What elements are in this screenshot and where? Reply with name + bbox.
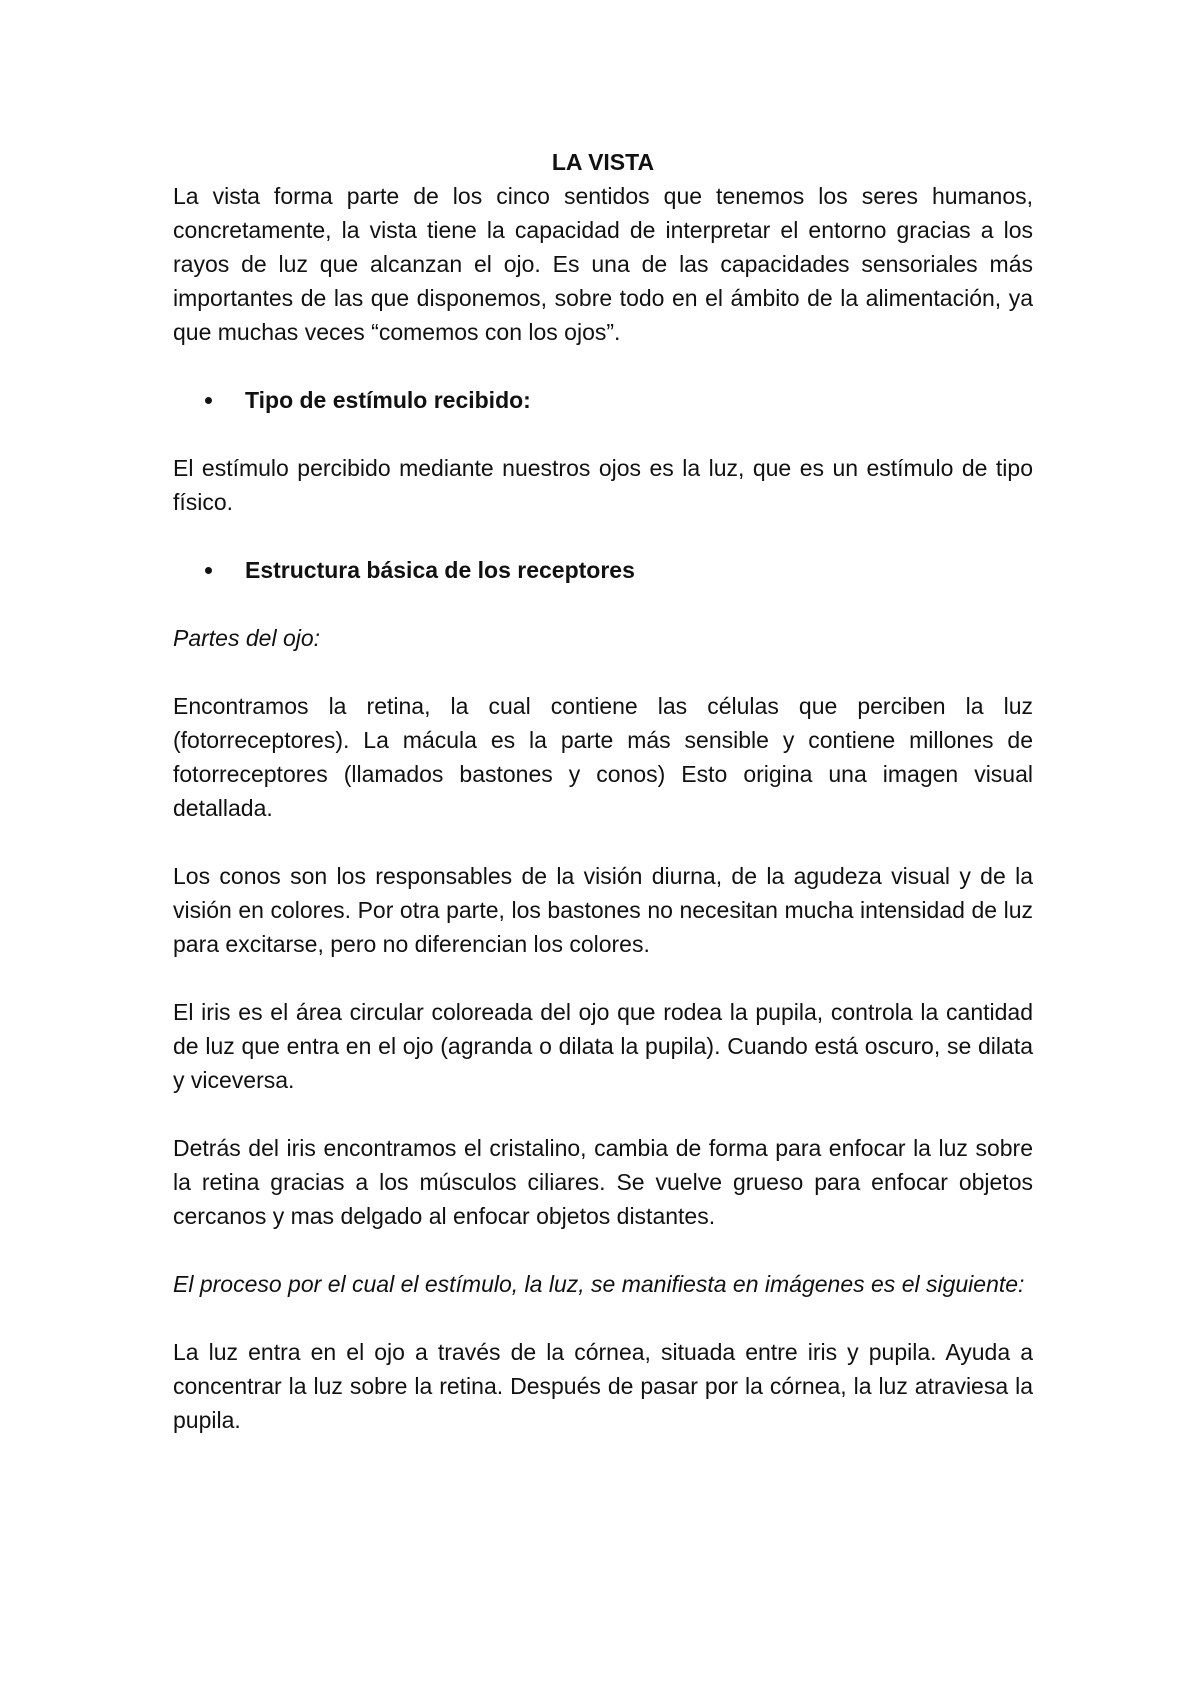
section-2-subheading: Partes del ojo: [173,625,321,651]
section-1-body: El estímulo percibido mediante nuestros ojos es la luz, que es un estímulo de tipo físico. [173,455,1033,515]
process-intro: El proceso por el cual el estímulo, la luz, se manifiesta en imágenes es el siguiente: [173,1271,1025,1297]
body-paragraph: Los conos son los responsables de la visión diurna, de la agudeza visual y de la visión en colores. Por otra parte, los bastones no necesitan mucha intensidad de luz para excitarse, pero no diferencian los colores. [173,863,1033,957]
section-1-heading [173,383,1033,417]
bullet-icon [205,567,212,574]
intro-paragraph: La vista forma parte de los cinco sentidos que tenemos los seres humanos, concretamente, la vista tiene la capacidad de interpretar el entorno gracias a los rayos de luz que alcanzan el ojo. Es una de las capacidades sensoriales más importantes de las que disponemos, sobre todo en el ámbito de la alimentación, ya que muchas veces “comemos con los ojos”. [173,183,1033,345]
bullet-icon [205,397,212,404]
body-paragraph: Detrás del iris encontramos el cristalino, cambia de forma para enfocar la luz sobre la retina gracias a los músculos ciliares. Se vuelve grueso para enfocar objetos cercanos y mas delgado al enfocar objetos distantes. [173,1135,1033,1229]
section-1-bullet-list [173,383,1033,417]
document-title: LA VISTA [551,149,655,175]
section-2-bullet-list [173,553,1033,587]
body-paragraph: El iris es el área circular coloreada del ojo que rodea la pupila, controla la cantidad de luz que entra en el ojo (agranda o dilata la pupila). Cuando está oscuro, se dilata y viceversa. [173,999,1033,1093]
section-2-heading-text: Estructura básica de los receptores [245,557,635,583]
section-2-heading [173,553,1033,587]
process-body: La luz entra en el ojo a través de la córnea, situada entre iris y pupila. Ayuda a concentrar la luz sobre la retina. Después de pasar por la córnea, la luz atraviesa la pupila. [173,1339,1033,1433]
document-page [173,145,1033,1437]
section-1-heading-text: Tipo de estímulo recibido: [245,387,531,413]
body-paragraph: Encontramos la retina, la cual contiene las células que perciben la luz (fotorreceptores). La mácula es la parte más sensible y contiene millones de fotorreceptores (llamados bastones y conos) Esto origina una imagen visual detallada. [173,693,1033,821]
